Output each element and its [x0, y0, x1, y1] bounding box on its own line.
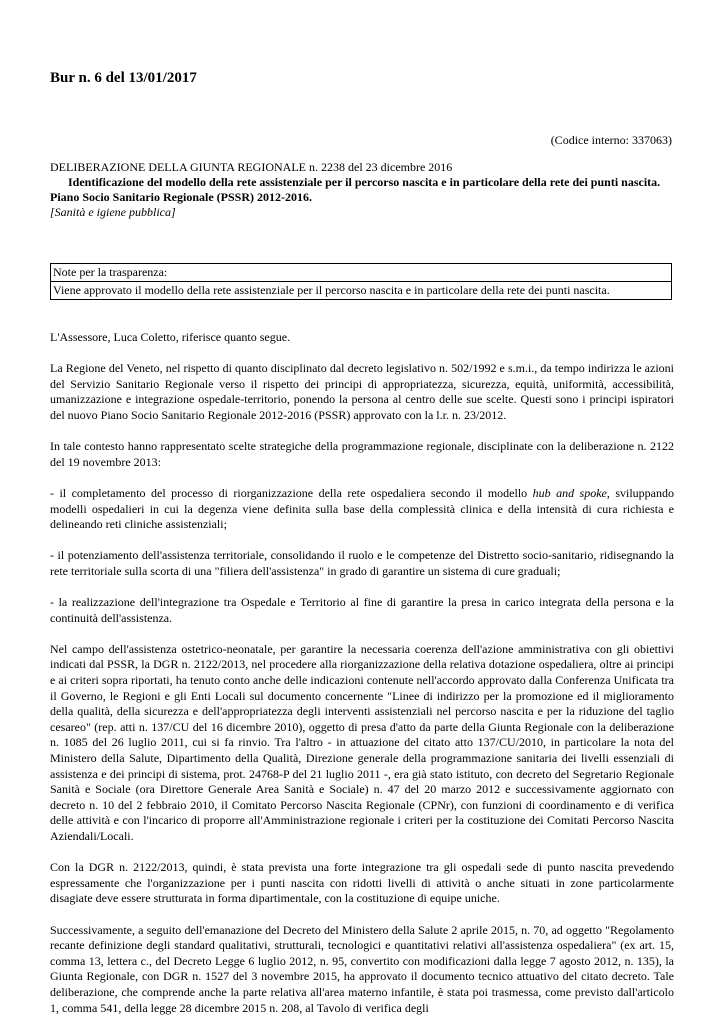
paragraph-8: Con la DGR n. 2122/2013, quindi, è stata prevista una forte integrazione tra gli ospedali sede di punto nascita prevedendo espressamente che l'organizzazione per i punti nascita con ridotti livelli di attività o anche situati in zone particolarmente disagiate deve essere strutturata in forma dipartimentale, con la costituzione di equipe uniche.: [50, 860, 674, 906]
notes-text: Viene approvato il modello della rete assistenziale per il percorso nascita e in particolare della rete dei punti nascita.: [53, 283, 610, 297]
transparency-notes-box: [50, 263, 672, 300]
deliberation-header: [50, 160, 674, 220]
internal-code: (Codice interno: 337063): [550, 133, 672, 147]
deliberation-title-text: Identificazione del modello della rete assistenziale per il percorso nascita e in particolare della rete dei punti nascita. Piano Socio Sanitario Regionale (PSSR) 2012-2016.: [50, 175, 661, 204]
deliberation-category: [Sanità e igiene pubblica]: [50, 205, 176, 219]
paragraph-5: - il potenziamento dell'assistenza territoriale, consolidando il ruolo e le competenze del Distretto socio-sanitario, ridisegnando la rete territoriale sulla scorta di una "filiera dell'assistenza" in grado di garantire un sistema di cure graduali;: [50, 548, 674, 578]
bur-reference: Bur n. 6 del 13/01/2017: [50, 70, 197, 86]
deliberation-line: DELIBERAZIONE DELLA GIUNTA REGIONALE n. 2238 del 23 dicembre 2016: [50, 160, 453, 174]
document-body: [50, 330, 674, 1016]
hub-and-spoke-term: hub and spoke: [532, 485, 607, 500]
notes-label: Note per la trasparenza:: [51, 264, 671, 282]
paragraph-4: [50, 486, 674, 533]
paragraph-4-end: , sviluppando modelli ospedalieri in cui la degenza viene definita sulla base della complessità clinica e della intensità di cura richiesta e delineando reti cliniche assistenziali;: [50, 485, 674, 532]
deliberation-title: [50, 175, 674, 205]
paragraph-1: L'Assessore, Luca Coletto, riferisce quanto segue.: [50, 330, 291, 344]
paragraph-6: - la realizzazione dell'integrazione tra Ospedale e Territorio al fine di garantire la presa in carico integrata della persona e la continuità dell'assistenza.: [50, 595, 674, 625]
paragraph-2: La Regione del Veneto, nel rispetto di quanto disciplinato dal decreto legislativo n. 502/1992 e s.m.i., da tempo indirizza le azioni del Servizio Sanitario Regionale verso il rispetto dei principi di appropriatezza, sicurezza, equità, uniformità, accessibilità, umanizzazione e integrazione ospedale-territorio, ponendo la persona al centro delle sue scelte. Questi sono i principi ispiratori del nuovo Piano Socio Sanitario Regionale 2012-2016 (PSSR) approvato con la l.r. n. 23/2012.: [50, 361, 674, 422]
paragraph-3: In tale contesto hanno rappresentato scelte strategiche della programmazione regionale, disciplinate con la deliberazione n. 2122 del 19 novembre 2013:: [50, 439, 674, 469]
paragraph-7: Nel campo dell'assistenza ostetrico-neonatale, per garantire la necessaria coerenza dell'azione amministrativa con gli obiettivi indicati dal PSSR, la DGR n. 2122/2013, nel procedere alla riorganizzazione della relativa dotazione ospedaliera, oltre ai principi e ai criteri sopra riportati, ha tenuto conto anche delle indicazioni contenute nell'accordo approvato dalla Conferenza Unificata tra il Governo, le Regioni e gli Enti Locali sul documento concernente "Linee di indirizzo per la promozione ed il miglioramento della qualità, della sicurezza e dell'appropriatezza degli interventi assistenziali nel percorso nascita e per la riduzione del taglio cesareo" (rep. atti n. 137/CU del 16 dicembre 2010), oggetto di presa d'atto da parte della Giunta Regionale con la deliberazione n. 1085 del 26 luglio 2011, cui si fa rinvio. Tra l'altro - in attuazione del citato atto 137/CU/2010, in particolare la nota del Ministero della Salute, Dipartimento della Qualità, Direzione generale della programmazione sanitaria dei livelli essenziali di assistenza e dei principi di sistema, prot. 24768-P del 21 luglio 2011 -, era già stato istituto, con decreto del Segretario Regionale Sanità e Sociale (ora Direttore Generale Area Sanità e Sociale) n. 47 del 20 marzo 2012 e successivamente aggiornato con decreto n. 10 del 2 febbraio 2010, il Comitato Percorso Nascita Regionale (CPNr), con funzioni di coordinamento e di verifica delle attività e con l'incarico di proporre all'Amministrazione regionale i criteri per la costituzione dei Comitati Percorso Nascita Aziendali/Locali.: [50, 641, 674, 843]
paragraph-9: Successivamente, a seguito dell'emanazione del Decreto del Ministero della Salute 2 aprile 2015, n. 70, ad oggetto "Regolamento recante definizione degli standard qualitativi, strutturali, tecnologici e quantitativi relativi all'assistenza ospedaliera" (ex art. 15, comma 13, lettera c., del Decreto Legge 6 luglio 2012, n. 95, convertito con modificazioni dalla legge 7 agosto 2012, n. 135), la Giunta Regionale, con DGR n. 1527 del 3 novembre 2015, ha approvato il documento tecnico attuativo del citato decreto. Tale deliberazione, che comprende anche la parte relativa all'area materno infantile, è stata poi trasmessa, come previsto dall'articolo 1, comma 541, della legge 28 dicembre 2015 n. 208, al Tavolo di verifica degli: [50, 922, 674, 1015]
paragraph-4-start: - il completamento del processo di riorganizzazione della rete ospedaliera secondo il modello: [50, 485, 533, 500]
